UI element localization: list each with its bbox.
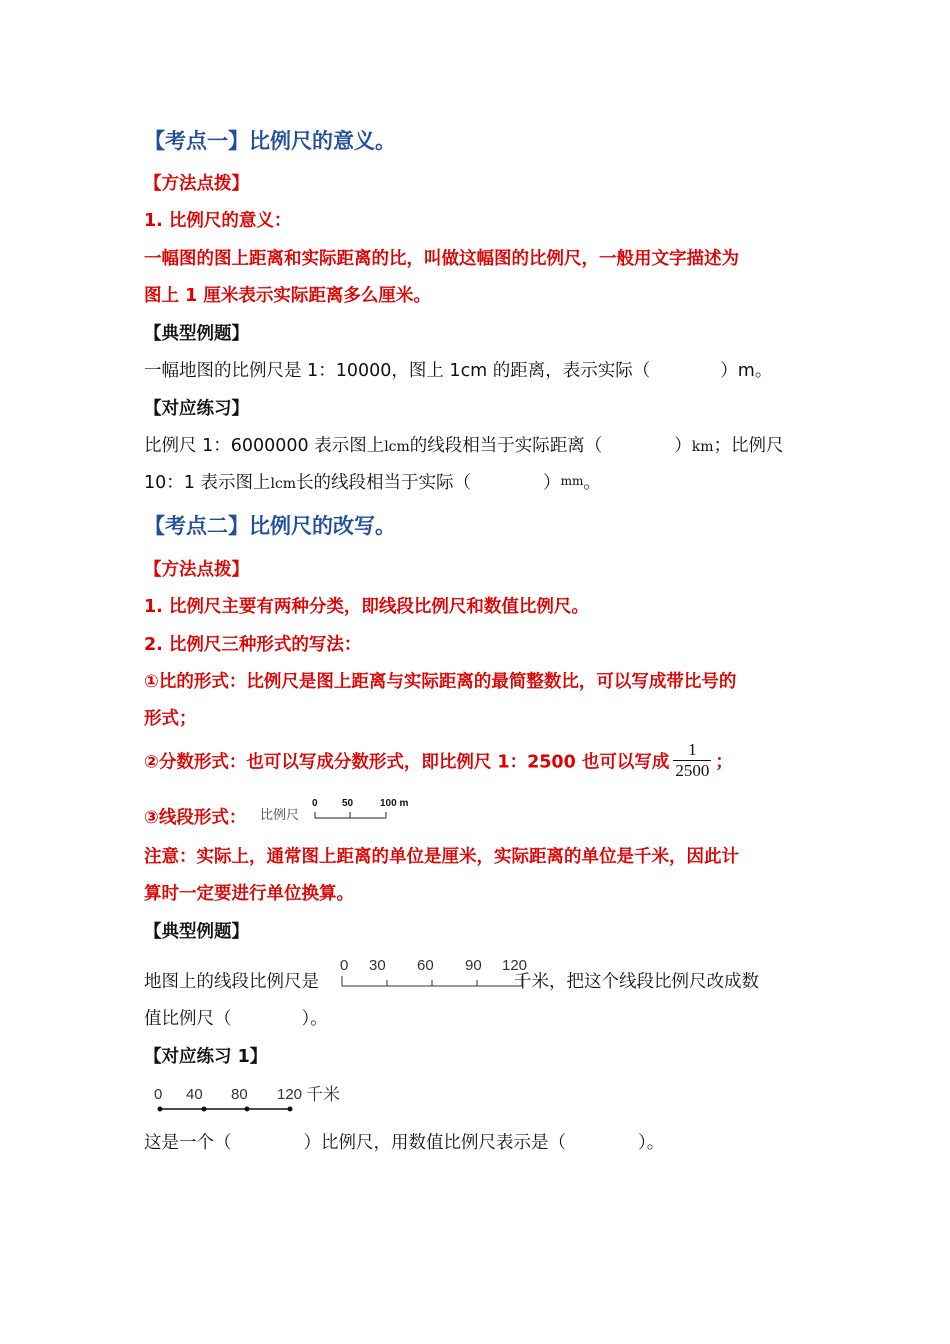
segment-scale-bar-small: [258, 792, 428, 826]
example-text: 地图上的线段比例尺是: [144, 972, 319, 992]
section-title-2: 【考点二】比例尺的改写。: [144, 514, 396, 538]
fraction-denominator: 2500: [675, 761, 710, 780]
practice-text: 长的线段相当于实际（: [296, 473, 472, 493]
scale-tick-label: 80: [231, 1086, 248, 1103]
unit-text: mm: [560, 474, 584, 488]
scale-tick-label: 120: [277, 1086, 303, 1103]
scale-tick-label: 0: [312, 798, 318, 809]
practice-text: ）。: [638, 1133, 665, 1153]
example-text: 千米，把这个线段比例尺改成数: [514, 972, 759, 992]
note-line-2: 算时一定要进行单位换算。: [144, 884, 354, 904]
practice-text: 。: [583, 473, 601, 493]
scale-tick-label: 120: [502, 957, 528, 974]
scale-tick-label: 40: [186, 1086, 203, 1103]
fraction-form-text: ②分数形式：也可以写成分数形式，即比例尺 1：2500 也可以写成: [144, 752, 670, 773]
example-text: 一幅地图的比例尺是 1：10000，图上 1cm 的距离，表示实际（: [144, 361, 651, 381]
classification-line: 1. 比例尺主要有两种分类，即线段比例尺和数值比例尺。: [144, 597, 589, 617]
definition-line-2: 图上 1 厘米表示实际距离多么厘米。: [144, 286, 431, 306]
scale-unit-label: 千米: [306, 1085, 340, 1104]
scale-bar-line: [315, 812, 386, 818]
point-heading: 1. 比例尺的意义：: [144, 211, 292, 231]
practice-text: 10：1 表示图上: [144, 473, 271, 493]
practice-text: ）比例尺，用数值比例尺表示是（: [303, 1133, 566, 1153]
scale-bar-dot: [245, 1107, 250, 1112]
unit-text: km: [691, 439, 714, 455]
ratio-form-line-2: 形式；: [144, 709, 197, 729]
fraction-numerator: 1: [673, 740, 711, 761]
definition-line-1: 一幅图的图上距离和实际距离的比，叫做这幅图的比例尺，一般用文字描述为: [144, 249, 739, 269]
ratio-form-line-1: ①比的形式：比例尺是图上距离与实际距离的最简整数比，可以写成带比号的: [144, 672, 737, 692]
method-heading-1: 【方法点拨】: [144, 174, 249, 194]
fraction-form-line: [144, 742, 733, 783]
scale-tick-label: 0: [340, 957, 349, 974]
practice-line-2: [144, 471, 601, 496]
practice-heading-1: 【对应练习】: [144, 399, 249, 419]
scale-tick-label: 90: [465, 957, 482, 974]
scale-tick-label: 0: [154, 1086, 163, 1103]
example-question-2-line-2: [144, 1007, 328, 1031]
practice-question-2: [144, 1131, 664, 1155]
fraction-form-end: ；: [715, 752, 733, 773]
scale-bar-label: 比例尺: [260, 807, 300, 822]
scale-bar-dot: [202, 1107, 207, 1112]
practice-text: 比例尺 1：6000000 表示图上: [144, 436, 385, 456]
practice-heading-2: 【对应练习 1】: [144, 1047, 268, 1067]
scale-tick-label: 100 m: [380, 798, 409, 809]
practice-text: ）: [543, 473, 561, 493]
scale-bar-line: [342, 976, 522, 986]
segment-scale-bar-example: [330, 950, 530, 990]
practice-text: ；比例尺: [713, 436, 784, 456]
example-heading-2: 【典型例题】: [144, 922, 249, 942]
practice-line-1: [144, 434, 784, 459]
unit-text: lcm: [270, 476, 297, 492]
scale-bar-dot: [288, 1107, 293, 1112]
scale-bar-dot: [158, 1107, 163, 1112]
fraction: [673, 740, 711, 781]
example-text-end: ）m。: [720, 361, 773, 381]
practice-text: ）: [674, 436, 692, 456]
example-heading-1: 【典型例题】: [144, 324, 249, 344]
section-title-1: 【考点一】比例尺的意义。: [144, 129, 396, 153]
practice-text: 这是一个（: [144, 1133, 232, 1153]
scale-tick-label: 60: [417, 957, 434, 974]
practice-text: 的线段相当于实际距离（: [409, 436, 603, 456]
unit-text: lcm: [384, 439, 410, 455]
scale-tick-label: 50: [342, 798, 354, 809]
segment-scale-bar-practice: [148, 1078, 358, 1114]
example-text: 值比例尺（: [144, 1009, 232, 1029]
method-heading-2: 【方法点拨】: [144, 560, 249, 580]
forms-heading: 2. 比例尺三种形式的写法：: [144, 635, 362, 655]
scale-tick-label: 30: [369, 957, 386, 974]
example-text: ）。: [301, 1009, 328, 1029]
segment-form-line: ③线段形式：: [144, 808, 247, 828]
note-line-1: 注意：实际上，通常图上距离的单位是厘米，实际距离的单位是千米，因此计: [144, 847, 739, 867]
example-question-1: [144, 359, 772, 383]
